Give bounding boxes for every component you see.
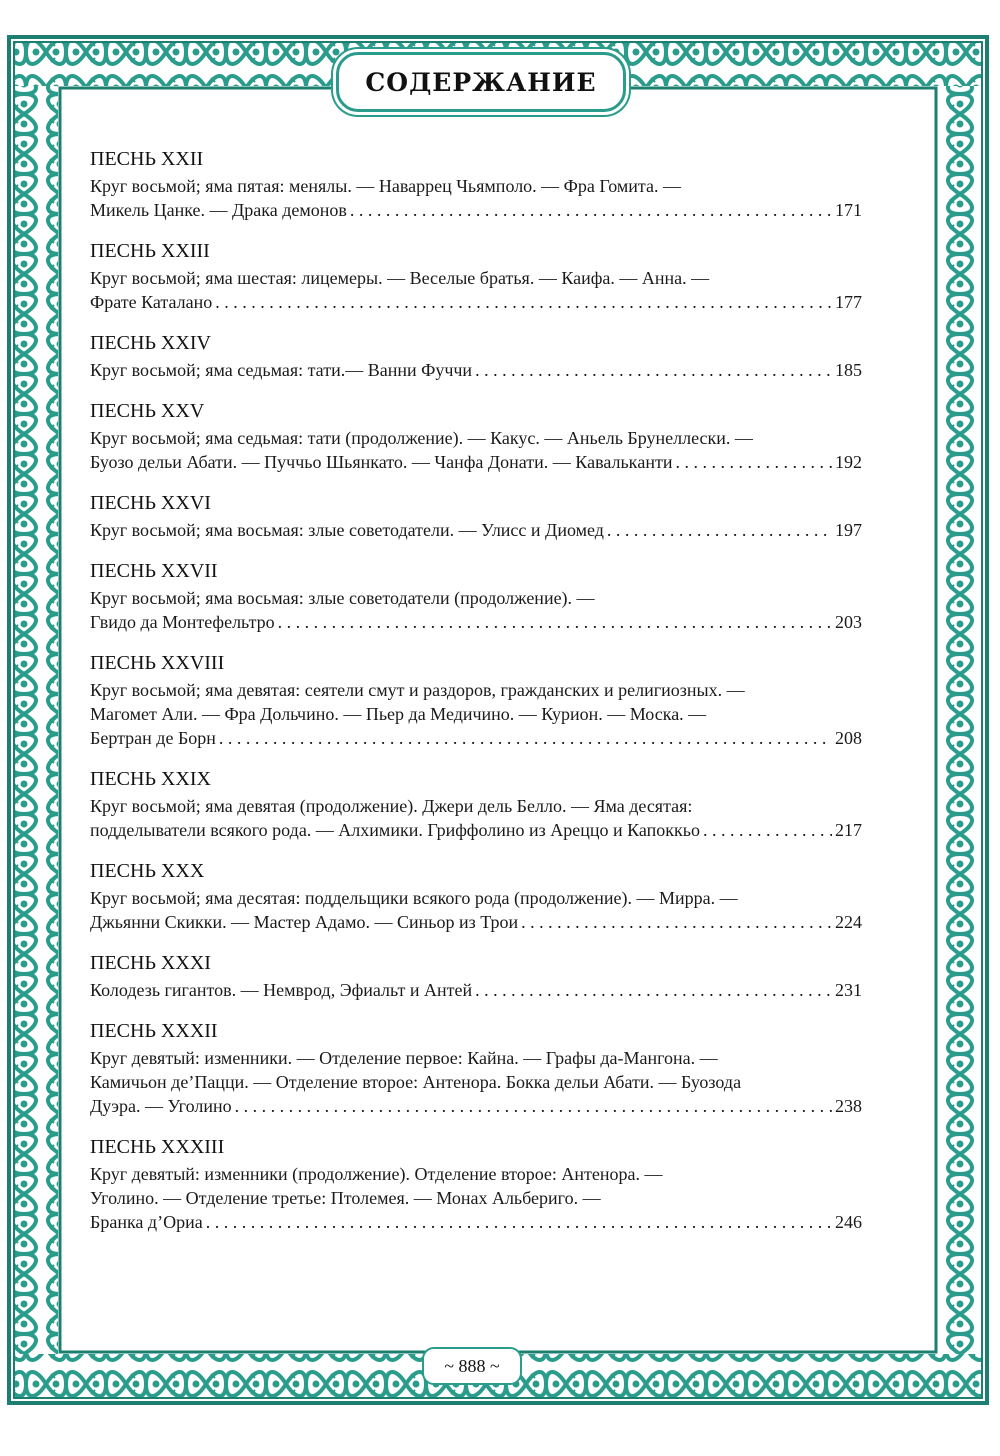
entry-last-line (90, 818, 862, 842)
entry-description-line: Бранка д’Ориа (90, 1212, 203, 1232)
entry-description-line: Круг девятый: изменники. — Отделение первое: Кайна. — Графы да-Мангона. — (90, 1048, 718, 1068)
entry-last-line (90, 910, 862, 934)
entry-description-line: Гвидо да Монтефельтро (90, 612, 275, 632)
entry-description-line: Круг восьмой; яма седьмая: тати.— Ванни Фуччи (90, 360, 473, 380)
dot-leader (521, 910, 832, 934)
dot-leader (235, 1094, 832, 1118)
canto-title: ПЕСНЬ XXXII (90, 1020, 218, 1042)
dot-leader (219, 726, 832, 750)
dot-leader (676, 450, 832, 474)
entry-page-number: 217 (835, 820, 862, 840)
entry-page-number: 203 (835, 612, 862, 632)
dot-leader (703, 818, 832, 842)
entry-description-line: Камичьон де’Пацци. — Отделение второе: Антенора. Бокка дельи Абати. — Буозода (90, 1072, 742, 1092)
toc-entry[interactable] (90, 557, 862, 634)
entry-description-line: Круг восьмой; яма пятая: менялы. — Наваррец Чьямполо. — Фра Гомита. — (90, 176, 681, 196)
dot-leader (607, 518, 832, 542)
canto-title: ПЕСНЬ XXX (90, 860, 205, 882)
entry-description-line: Круг восьмой; яма восьмая: злые советодатели (продолжение). — (90, 588, 595, 608)
entry-last-line (90, 450, 862, 474)
entry-last-line (90, 978, 862, 1002)
entry-description-line: Круг девятый: изменники (продолжение). Отделение второе: Антенора. — (90, 1164, 663, 1184)
canto-title: ПЕСНЬ XXIV (90, 332, 211, 354)
canto-title: ПЕСНЬ XXIX (90, 768, 211, 790)
toc-entry[interactable] (90, 397, 862, 474)
entry-page-number: 224 (835, 912, 862, 932)
entry-page-number: 208 (835, 728, 862, 748)
toc-entry[interactable] (90, 649, 862, 750)
dot-leader (206, 1210, 832, 1234)
toc-entry[interactable] (90, 237, 862, 314)
toc-entry[interactable] (90, 765, 862, 842)
toc-entry[interactable] (90, 949, 862, 1002)
entry-description-line: Круг восьмой; яма седьмая: тати (продолжение). — Какус. — Аньель Брунеллески. — (90, 428, 753, 448)
entry-last-line (90, 358, 862, 382)
entry-description-line: Буозо дельи Абати. — Пуччьо Шьянкато. — Чанфа Донати. — Кавалькaнти (90, 452, 673, 472)
canto-title: ПЕСНЬ XXV (90, 400, 205, 422)
dot-leader (475, 358, 832, 382)
entry-description-line: Микель Цанке. — Драка демонов (90, 200, 347, 220)
entry-page-number: 197 (835, 520, 862, 540)
entry-page-number: 246 (835, 1212, 862, 1232)
toc-entry[interactable] (90, 1133, 862, 1234)
entry-last-line (90, 726, 862, 750)
page-number: ~ 888 ~ (422, 1347, 522, 1385)
entry-last-line (90, 198, 862, 222)
entry-last-line (90, 610, 862, 634)
toc-entry[interactable] (90, 489, 862, 542)
entry-description-line: Колодезь гигантов. — Немврод, Эфиальт и Антей (90, 980, 473, 1000)
page-title: СОДЕРЖАНИЕ (365, 67, 597, 97)
entry-page-number: 177 (835, 292, 862, 312)
toc-entry[interactable] (90, 857, 862, 934)
dot-leader (350, 198, 832, 222)
entry-last-line (90, 1210, 862, 1234)
toc-entry[interactable] (90, 145, 862, 222)
entry-description-line: Дуэра. — Уголино (90, 1096, 232, 1116)
dot-leader (215, 290, 832, 314)
canto-title: ПЕСНЬ XXVIII (90, 652, 225, 674)
entry-description-line: Круг восьмой; яма десятая: поддельщики всякого рода (продолжение). — Мирра. — (90, 888, 738, 908)
entry-page-number: 171 (835, 200, 862, 220)
entry-description-line: Джьянни Скикки. — Мастер Адамо. — Синьор из Трои (90, 912, 519, 932)
toc-entry[interactable] (90, 1017, 862, 1118)
entry-description-line: Круг восьмой; яма восьмая: злые советодатели. — Улисс и Диомед (90, 520, 604, 540)
canto-title: ПЕСНЬ XXVII (90, 560, 218, 582)
entry-description-line: Бертран де Борн (90, 728, 216, 748)
entry-page-number: 238 (835, 1096, 862, 1116)
canto-title: ПЕСНЬ XXII (90, 148, 204, 170)
entry-page-number: 192 (835, 452, 862, 472)
entry-description-line: Круг восьмой; яма девятая (продолжение). Джери дель Белло. — Яма десятая: (90, 796, 693, 816)
canto-title: ПЕСНЬ XXXIII (90, 1136, 225, 1158)
entry-last-line (90, 1094, 862, 1118)
canto-title: ПЕСНЬ XXXI (90, 952, 211, 974)
title-plate (336, 52, 626, 112)
toc-entry[interactable] (90, 329, 862, 382)
entry-description-line: Круг восьмой; яма шестая: лицемеры. — Веселые братья. — Каифа. — Анна. — (90, 268, 710, 288)
dot-leader (475, 978, 832, 1002)
entry-description-line: Фрате Каталано (90, 292, 213, 312)
entry-page-number: 231 (835, 980, 862, 1000)
entry-description-line: Магомет Али. — Фра Дольчино. — Пьер да Медичино. — Курион. — Моска. — (90, 704, 707, 724)
entry-last-line (90, 518, 862, 542)
entry-description-line: Уголино. — Отделение третье: Птолемея. — Монах Альбериго. — (90, 1188, 601, 1208)
canto-title: ПЕСНЬ XXVI (90, 492, 211, 514)
dot-leader (278, 610, 832, 634)
entry-description-line: подделыватели всякого рода. — Алхимики. Гриффолино из Ареццо и Капоккьо (90, 820, 700, 840)
table-of-contents (90, 145, 862, 1249)
entry-description-line: Круг восьмой; яма девятая: сеятели смут и раздоров, гражданских и религиозных. — (90, 680, 745, 700)
canto-title: ПЕСНЬ XXIII (90, 240, 210, 262)
entry-last-line (90, 290, 862, 314)
entry-page-number: 185 (835, 360, 862, 380)
